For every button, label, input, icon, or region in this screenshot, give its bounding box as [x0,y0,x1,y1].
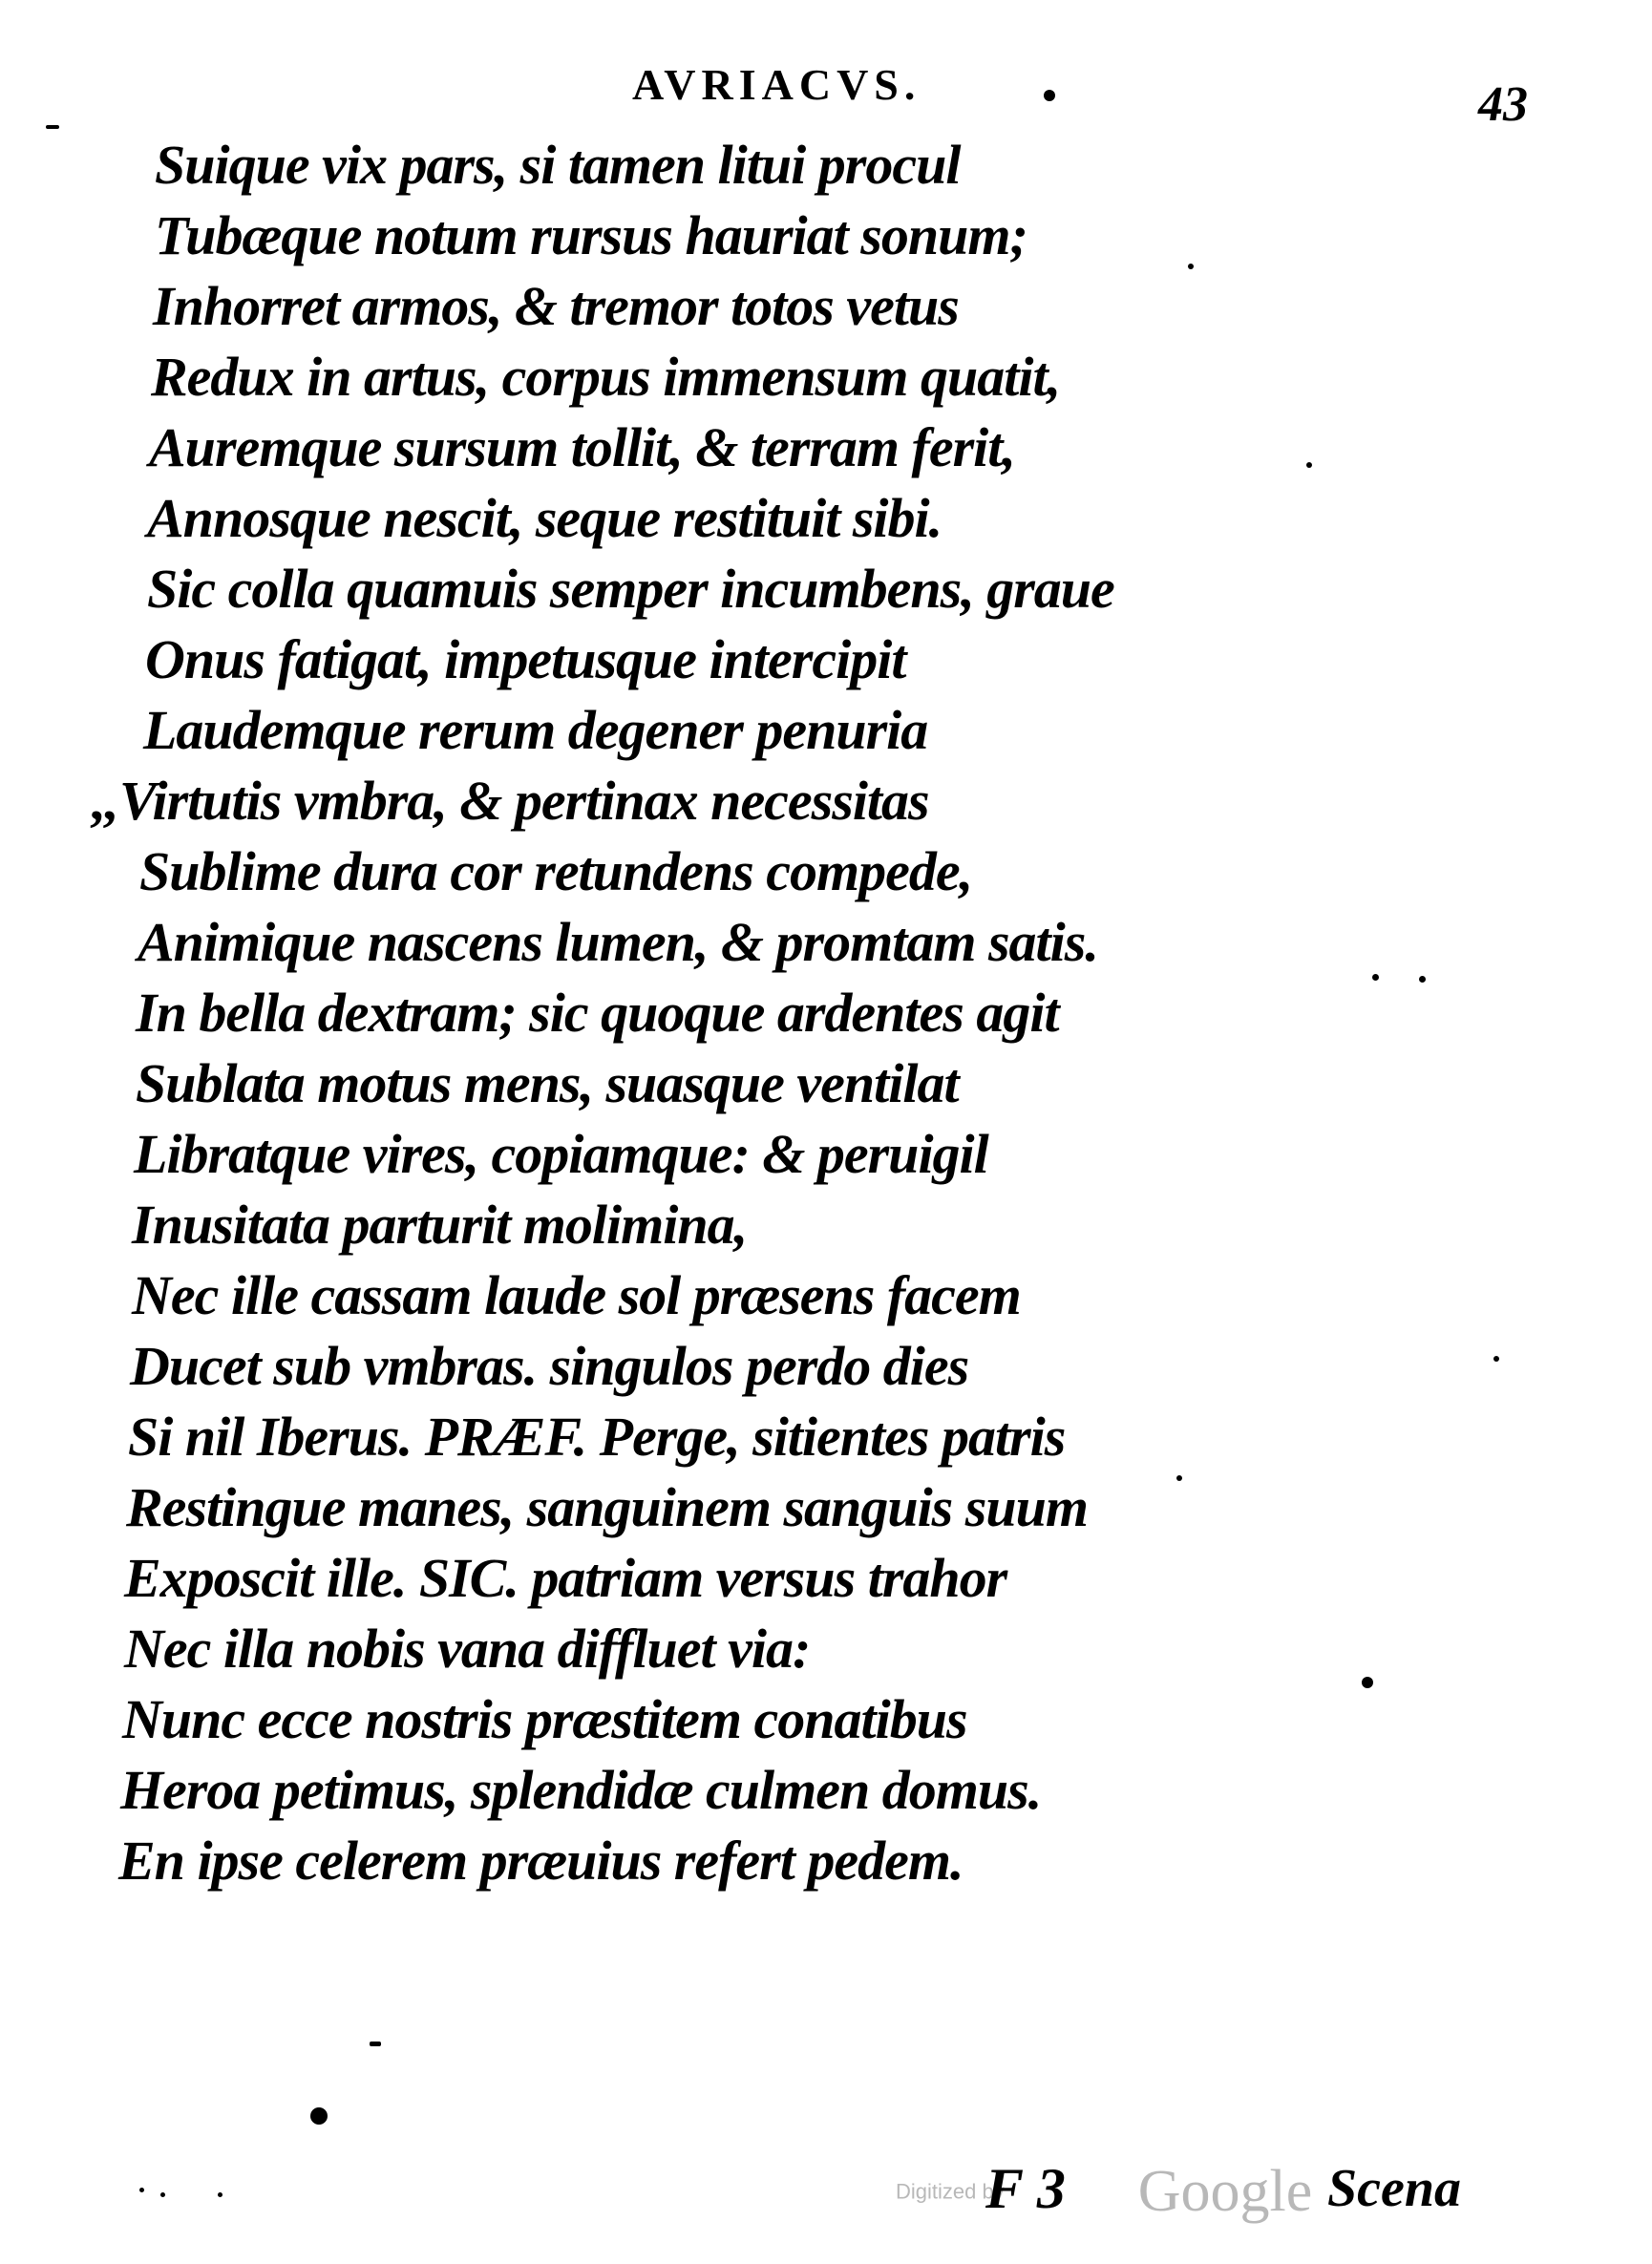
verse-line-text: Sublata motus mens, suasque ventilat [136,1052,959,1114]
ink-speck [139,2188,144,2192]
verse-line [116,1757,1041,1824]
ink-speck [1176,1475,1182,1481]
page-number: 43 [1478,77,1528,132]
signature-mark: F 3 [985,2157,1066,2220]
verse-line [136,838,972,905]
ink-speck [1044,90,1055,101]
verse-line-text: Exposcit ille. SIC. patriam versus trahor [124,1547,1007,1609]
verse-line [124,1404,1065,1471]
verse-line [115,1828,963,1894]
verse-line-text: Auremque sursum tollit, & terram ferit, [149,416,1015,478]
ink-speck [1372,974,1379,981]
verse-line [128,1192,747,1259]
verse-line-text: Annosque nescit, seque restituit sibi. [147,487,942,549]
verse-line [143,485,942,552]
ink-speck [160,2192,165,2197]
verse-line-text: Nunc ecce nostris præstitem conatibus [122,1688,967,1750]
verse-line [145,414,1015,481]
verse-line-text: Virtutis vmbra, & pertinax necessitas [119,770,929,832]
verse-line-text: Si nil Iberus. PRÆF. Perge, sitientes patris [128,1406,1066,1468]
verse-line [143,556,1114,623]
ink-speck [46,125,59,129]
verse-line [149,273,959,340]
watermark-brand: Google [1137,2159,1313,2224]
ink-speck [370,2042,381,2046]
quote-marker: ,, [90,770,116,832]
verse-line [151,132,960,199]
verse-line [120,1545,1006,1612]
verse-line [134,909,1098,976]
verse-line-text: Sublime dura cor retundens compede, [139,840,973,902]
verse-line [122,1474,1088,1541]
verse-line-text: En ipse celerem præuius refert pedem. [118,1830,964,1892]
verse-line-text: Heroa petimus, splendidæ culmen domus. [120,1759,1042,1821]
verse-line [139,697,927,764]
verse-line-text: Sic colla quamuis semper incumbens, graue [147,558,1114,620]
verse-line-text: Redux in artus, corpus immensum quatit, [151,346,1061,408]
ink-speck [310,2107,328,2125]
verse-line-text: Tubæque notum rursus hauriat sonum; [155,204,1027,266]
verse-line-text: Animique nascens lumen, & promtam satis. [138,911,1098,973]
ink-speck [1306,462,1312,468]
verse-line [130,1121,988,1188]
verse-line [90,768,929,835]
verse-line-text: Suique vix pars, si tamen litui procul [155,134,961,196]
verse-line [126,1333,968,1400]
digitized-watermark [896,2158,1312,2226]
ink-speck [218,2192,222,2197]
ink-speck [1362,1677,1373,1688]
ink-speck [1419,976,1426,983]
verse-line-text: Nec ille cassam laude sol præsens facem [132,1264,1021,1326]
running-head: AVRIACVS. [632,60,921,109]
verse-line [141,626,905,693]
watermark-prefix: Digitized by [896,2179,1005,2204]
verse-line-text: Restingue manes, sanguinem sanguis suum [126,1476,1088,1538]
verse-line-text: Laudemque rerum degener penuria [143,699,928,761]
verse-line-text: Onus fatigat, impetusque intercipit [145,628,906,690]
verse-line-text: Inusitata parturit molimina, [132,1194,748,1256]
verse-line-text: Ducet sub vmbras. singulos perdo dies [130,1335,969,1397]
catchword: Scena [1327,2159,1461,2218]
verse-line-text: Libratque vires, copiamque: & peruigil [134,1123,988,1185]
verse-line [132,1050,959,1117]
ink-speck [1188,264,1194,269]
verse-line [147,344,1060,411]
verse-line-text: In bella dextram; sic quoque ardentes agit [136,982,1059,1044]
verse-line [132,980,1059,1047]
verse-line [128,1262,1021,1329]
verse-line [120,1616,810,1682]
ink-speck [1493,1356,1499,1362]
verse-line-text: Inhorret armos, & tremor totos vetus [153,275,959,337]
verse-line-text: Nec illa nobis vana diffluet via: [124,1618,811,1680]
verse-line [118,1686,967,1753]
verse-line [151,202,1027,269]
